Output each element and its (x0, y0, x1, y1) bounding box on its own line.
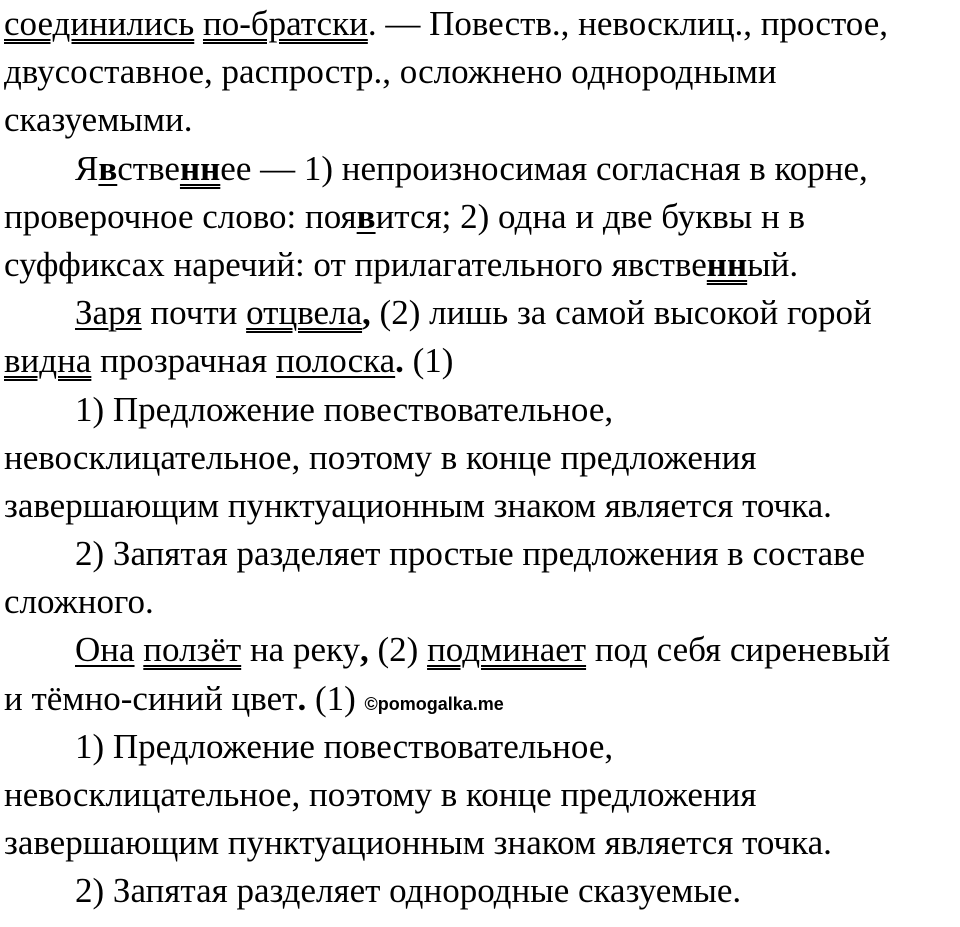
underlined-subject: полоска (276, 341, 396, 381)
underlined-subject: Она (75, 630, 135, 670)
text-segment: ый. (747, 244, 799, 284)
text-line (4, 434, 954, 482)
text-segment: . (297, 678, 307, 718)
text-segment: суффиксах наречий: от прилагательного явстве (4, 244, 707, 284)
underlined-predicate: нн (179, 148, 221, 188)
text-line (4, 626, 954, 674)
text-segment: 2) Запятая разделяет однородные сказуемые. (75, 871, 742, 911)
text-line (4, 145, 954, 193)
text-line (4, 867, 954, 915)
text-line (4, 386, 954, 434)
underlined-predicate: видна (4, 341, 92, 381)
text-segment (194, 4, 203, 43)
text-segment: (2) (368, 630, 428, 670)
text-line (4, 193, 954, 241)
text-segment: (1) (403, 341, 454, 381)
text-segment: 1) Предложение повествовательное, (75, 726, 614, 766)
text-line (4, 675, 954, 723)
text-line (4, 241, 954, 289)
text-segment: сложного. (4, 582, 154, 622)
text-segment: прозрачная (91, 341, 276, 381)
text-segment (135, 630, 144, 669)
text-segment: ится; 2) одна и две буквы н в (375, 196, 806, 236)
text-segment: 1) Предложение повествовательное, (75, 389, 614, 429)
text-segment: завершающим пунктуационным знаком является точка. (4, 485, 832, 525)
underlined-predicate: соединились (4, 4, 195, 43)
text-segment: и тёмно-синий цвет (4, 678, 298, 718)
underlined-predicate: по-братски (202, 4, 368, 43)
text-line (4, 96, 954, 144)
text-segment: почти (141, 293, 247, 333)
text-segment: на реку (241, 630, 360, 670)
text-line (4, 578, 954, 626)
text-segment: ее — 1) непроизносимая согласная в корне, (220, 148, 868, 188)
text-line (4, 819, 954, 867)
text-line (4, 530, 954, 578)
text-segment: сказуемыми. (4, 100, 193, 140)
underlined-predicate: нн (706, 244, 748, 284)
text-segment: Я (75, 148, 99, 188)
text-segment: . (395, 341, 404, 381)
text-line (4, 723, 954, 771)
text-line (4, 0, 954, 48)
text-segment: под себя сиреневый (586, 630, 891, 670)
underlined-predicate: отцвела (246, 293, 363, 333)
underlined-predicate: ползёт (143, 630, 242, 670)
text-segment: , (360, 630, 369, 670)
text-segment: , (362, 293, 371, 333)
text-line (4, 337, 954, 385)
text-segment: двусоставное, распростр., осложнено однородными (4, 52, 777, 92)
watermark: ©pomogalka.me (364, 693, 504, 714)
text-segment: проверочное слово: поя (4, 196, 357, 236)
text-segment: 2) Запятая разделяет простые предложения в составе (75, 534, 865, 574)
underlined-predicate: подминает (427, 630, 587, 670)
text-line (4, 48, 954, 96)
text-segment: завершающим пунктуационным знаком является точка. (4, 823, 832, 863)
text-line (4, 482, 954, 530)
underlined-subject: в (98, 148, 118, 188)
text-segment: невосклицательное, поэтому в конце предложения (4, 775, 757, 814)
underlined-subject: в (356, 196, 376, 236)
document-body (4, 0, 954, 916)
text-segment: . — Повеств., невосклиц., простое, (367, 4, 888, 43)
text-segment: (2) лишь за самой высокой горой (370, 293, 872, 333)
text-segment: невосклицательное, поэтому в конце предложения (4, 437, 757, 477)
text-segment: (1) (306, 678, 365, 718)
text-line (4, 771, 954, 819)
text-line (4, 289, 954, 337)
underlined-subject: Заря (75, 293, 142, 333)
text-segment: стве (117, 148, 180, 188)
